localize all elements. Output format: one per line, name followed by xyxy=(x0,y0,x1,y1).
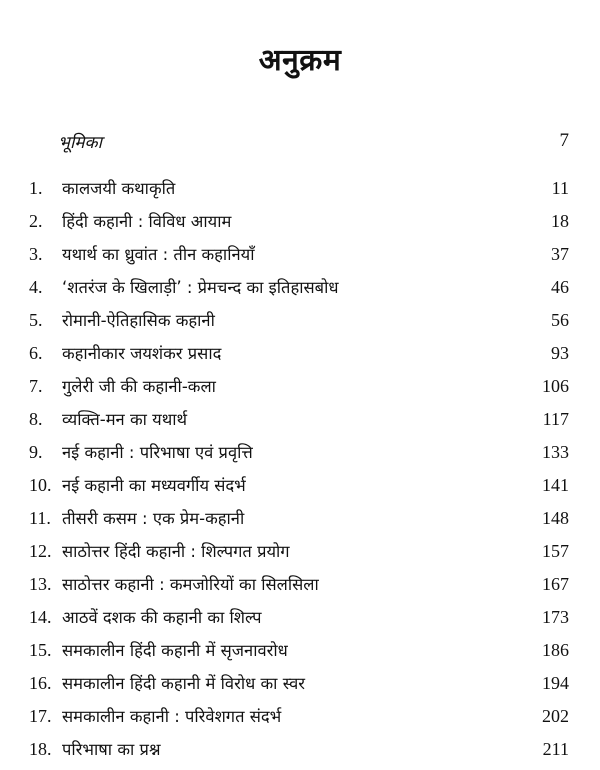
entry-page-number: 194 xyxy=(542,673,569,693)
entry-number: 11. xyxy=(29,508,51,528)
entry-title: नई कहानी : परिभाषा एवं प्रवृत्ति xyxy=(62,443,253,462)
entry-page-number: 18 xyxy=(551,211,569,231)
toc-entry xyxy=(0,176,600,209)
entry-title: यथार्थ का ध्रुवांत : तीन कहानियाँ xyxy=(62,245,255,264)
entry-title: व्यक्ति-मन का यथार्थ xyxy=(62,410,188,429)
entry-title: परिभाषा का प्रश्न xyxy=(62,740,161,759)
toc-preface-row xyxy=(0,130,600,158)
entry-page-number: 202 xyxy=(542,706,569,726)
entry-number: 17. xyxy=(29,706,52,726)
entry-title: ‘शतरंज के खिलाड़ी’ : प्रेमचन्द का इतिहासबोध xyxy=(62,278,339,297)
toc-entry xyxy=(0,506,600,539)
entry-title: तीसरी कसम : एक प्रेम-कहानी xyxy=(62,509,245,528)
entry-number: 14. xyxy=(29,607,52,627)
toc-entry xyxy=(0,539,600,572)
entry-page-number: 11 xyxy=(551,178,569,198)
entry-number: 5. xyxy=(29,310,43,330)
entry-page-number: 93 xyxy=(551,343,569,363)
toc-entry xyxy=(0,242,600,275)
entry-page-number: 173 xyxy=(542,607,569,627)
entry-page-number: 133 xyxy=(542,442,569,462)
preface-page-number: 7 xyxy=(559,130,569,151)
entry-number: 2. xyxy=(29,211,43,231)
entry-page-number: 106 xyxy=(542,376,569,396)
entry-title: नई कहानी का मध्यवर्गीय संदर्भ xyxy=(62,476,246,495)
entry-number: 6. xyxy=(29,343,43,363)
toc-entry xyxy=(0,737,600,770)
toc-entry xyxy=(0,308,600,341)
entry-title: समकालीन कहानी : परिवेशगत संदर्भ xyxy=(62,707,282,726)
entry-number: 4. xyxy=(29,277,43,297)
entry-page-number: 167 xyxy=(542,574,569,594)
toc-entry xyxy=(0,605,600,638)
toc-entry xyxy=(0,671,600,704)
entry-page-number: 56 xyxy=(551,310,569,330)
entry-page-number: 37 xyxy=(551,244,569,264)
entry-title: समकालीन हिंदी कहानी में विरोध का स्वर xyxy=(62,674,306,693)
entry-title: साठोत्तर हिंदी कहानी : शिल्पगत प्रयोग xyxy=(62,542,290,561)
entry-title: साठोत्तर कहानी : कमजोरियों का सिलसिला xyxy=(62,575,319,594)
toc-entry xyxy=(0,209,600,242)
entry-number: 10. xyxy=(29,475,52,495)
toc-entry xyxy=(0,440,600,473)
entry-page-number: 141 xyxy=(542,475,569,495)
toc-entry xyxy=(0,374,600,407)
entry-page-number: 186 xyxy=(542,640,569,660)
entry-title: रोमानी-ऐतिहासिक कहानी xyxy=(62,311,215,330)
entry-number: 13. xyxy=(29,574,52,594)
preface-label: भूमिका xyxy=(58,133,102,153)
entry-page-number: 46 xyxy=(551,277,569,297)
entry-number: 3. xyxy=(29,244,43,264)
page-title: अनुक्रम xyxy=(258,43,342,78)
entry-page-number: 157 xyxy=(542,541,569,561)
toc-entry xyxy=(0,407,600,440)
entry-title: आठवें दशक की कहानी का शिल्प xyxy=(62,608,262,627)
entry-number: 15. xyxy=(29,640,52,660)
entry-number: 18. xyxy=(29,739,52,759)
entry-page-number: 117 xyxy=(542,409,569,429)
entry-number: 16. xyxy=(29,673,52,693)
entry-title: गुलेरी जी की कहानी-कला xyxy=(62,377,216,396)
entry-title: समकालीन हिंदी कहानी में सृजनावरोध xyxy=(62,641,288,660)
entry-number: 9. xyxy=(29,442,43,462)
entry-number: 7. xyxy=(29,376,43,396)
entry-title: हिंदी कहानी : विविध आयाम xyxy=(62,212,232,231)
entry-page-number: 211 xyxy=(542,739,569,759)
toc-entry xyxy=(0,473,600,506)
toc-entry xyxy=(0,704,600,737)
entry-title: कालजयी कथाकृति xyxy=(62,179,176,198)
entry-number: 1. xyxy=(29,178,43,198)
entry-number: 8. xyxy=(29,409,43,429)
entry-number: 12. xyxy=(29,541,52,561)
toc-entry xyxy=(0,275,600,308)
toc-entry xyxy=(0,341,600,374)
toc-entry xyxy=(0,572,600,605)
entry-page-number: 148 xyxy=(542,508,569,528)
entry-title: कहानीकार जयशंकर प्रसाद xyxy=(62,344,222,363)
toc-entry xyxy=(0,638,600,671)
table-of-contents xyxy=(0,176,600,770)
